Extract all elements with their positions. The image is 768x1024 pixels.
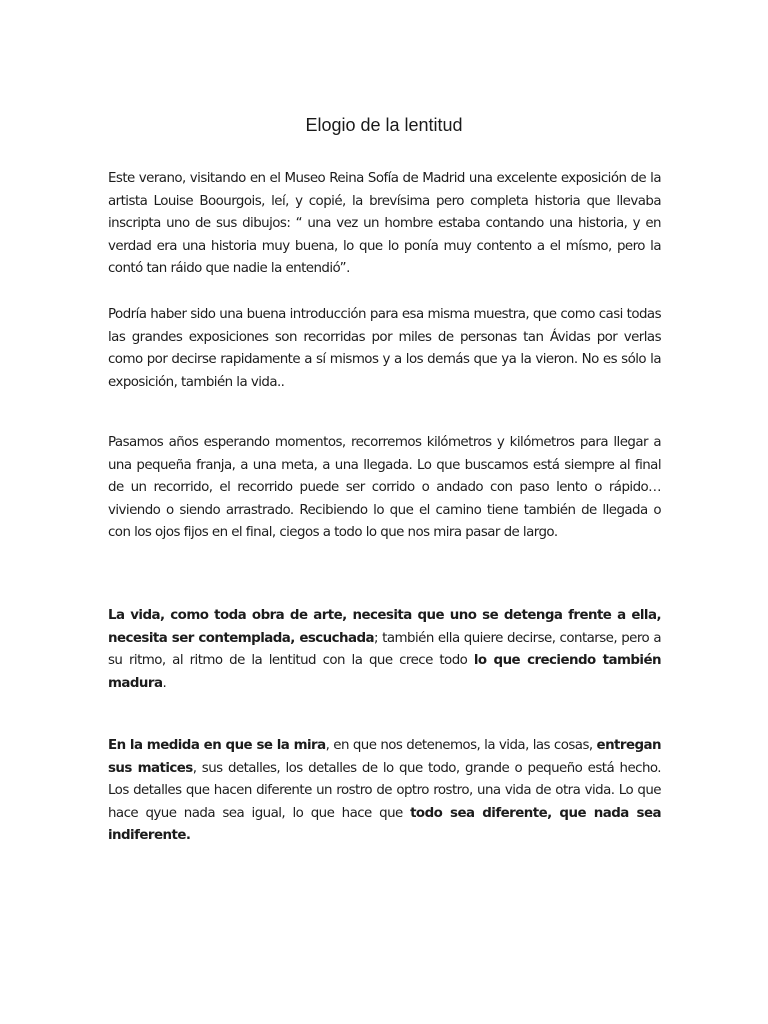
paragraph-text: , en que nos detenemos, la vida, las cosas, <box>325 738 597 753</box>
paragraph-1 <box>108 168 661 281</box>
paragraph-text: Podría haber sido una buena introducción para esa misma muestra, que como casi todas las grandes exposiciones son recorridas por miles de personas tan Ávidas por verlas como por decirse rapidamente a sí mismos y a los demás que ya la vieron. No es sólo la exposición, también la vida.. <box>108 307 661 390</box>
paragraph-bold-text: La vida, como toda obra de arte, necesita que uno se detenga frente a ella, necesita ser contemplada, escuchada <box>108 608 661 646</box>
paragraph-bold-text: entregan sus matices <box>108 738 661 776</box>
paragraph-5 <box>108 735 661 848</box>
paragraph-text: Pasamos años esperando momentos, recorremos kilómetros y kilómetros para llegar a una pequeña franja, a una meta, a una llegada. Lo que buscamos está siempre al final de un recorrido, el recorrido puede ser corrido o andado con paso lento o rápido… viviendo o siendo arrastrado. Recibiendo lo que el camino tiene también de llegada o con los ojos fijos en el final, ciegos a todo lo que nos mira pasar de largo. <box>108 435 661 541</box>
paragraph-bold-text: todo sea diferente, que nada sea indiferente. <box>108 805 661 844</box>
paragraph-text: ; también ella quiere decirse, contarse, pero a su ritmo, al ritmo de la lentitud con la que crece todo <box>108 630 661 669</box>
paragraph-text: , sus detalles, los detalles de lo que todo, grande o pequeño está hecho. Los detalles que hacen diferente un rostro de optro rostro, una vida de otra vida. Lo que hace qyue nada sea igual, lo que hace que <box>108 760 661 821</box>
paragraph-text: Este verano, visitando en el Museo Reina Sofía de Madrid una excelente exposición de la artista Louise Boourgois, leí, y copié, la brevísima pero completa historia que llevaba inscripta uno de sus dibujos: “ una vez un hombre estaba contando una historia, y en verdad era una historia muy buena, lo que lo ponía muy contento a el mísmo, pero la contó tan ráido que nadie la entendió”. <box>108 171 661 277</box>
document-title: Elogio de la lentitud <box>305 115 463 135</box>
paragraph-bold-text: lo que creciendo también madura <box>108 653 661 691</box>
paragraph-text: . <box>162 675 167 691</box>
paragraph-bold-text: En la medida en que se la mira <box>108 738 326 753</box>
paragraph-4 <box>108 605 661 695</box>
paragraph-2 <box>108 304 661 394</box>
paragraph-3 <box>108 432 661 545</box>
